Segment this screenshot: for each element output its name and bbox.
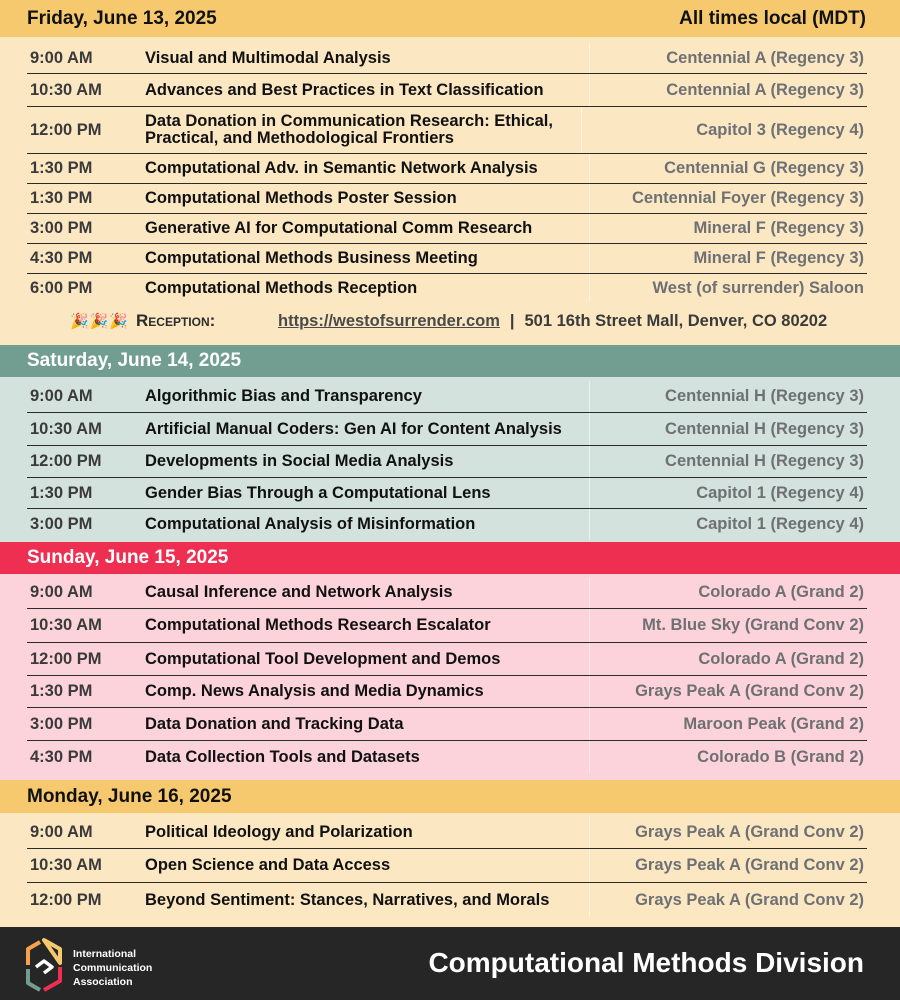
session-room: Colorado A (Grand 2) bbox=[698, 583, 864, 601]
reception-info bbox=[70, 311, 870, 331]
session-time: 3:00 PM bbox=[30, 219, 93, 237]
session-row bbox=[27, 154, 867, 184]
session-title: Advances and Best Practices in Text Classification bbox=[145, 80, 544, 99]
session-room: Mineral F (Regency 3) bbox=[693, 249, 864, 267]
session-title: Data Collection Tools and Datasets bbox=[145, 747, 420, 766]
session-room: Grays Peak A (Grand Conv 2) bbox=[635, 890, 864, 909]
session-room: Capitol 1 (Regency 4) bbox=[696, 515, 864, 533]
session-time: 10:30 AM bbox=[30, 856, 102, 874]
session-title: Beyond Sentiment: Stances, Narratives, and Morals bbox=[145, 890, 550, 909]
friday-header bbox=[0, 0, 900, 37]
session-room: Maroon Peak (Grand 2) bbox=[683, 714, 864, 733]
org-name bbox=[73, 947, 152, 989]
session-room: Grays Peak A (Grand Conv 2) bbox=[635, 682, 864, 700]
session-time: 4:30 PM bbox=[30, 249, 93, 267]
session-time: 10:30 AM bbox=[30, 616, 102, 634]
session-room: Capitol 3 (Regency 4) bbox=[696, 120, 864, 139]
session-time: 10:30 AM bbox=[30, 419, 102, 438]
session-title: Computational Methods Business Meeting bbox=[145, 249, 478, 267]
session-title: Algorithmic Bias and Transparency bbox=[145, 387, 422, 405]
session-time: 9:00 AM bbox=[30, 822, 93, 841]
session-title: Data Donation in Communication Research: Ethical, Practical, and Methodological Frontiers bbox=[145, 112, 553, 147]
division-title: Computational Methods Division bbox=[428, 947, 864, 978]
session-room: Centennial H (Regency 3) bbox=[665, 419, 864, 438]
session-title: Artificial Manual Coders: Gen AI for Content Analysis bbox=[145, 419, 562, 438]
session-row bbox=[27, 244, 867, 274]
session-time: 3:00 PM bbox=[30, 515, 93, 533]
session-time: 12:00 PM bbox=[30, 890, 102, 909]
session-title: Computational Analysis of Misinformation bbox=[145, 515, 476, 533]
saturday-header bbox=[0, 345, 900, 377]
footer bbox=[0, 927, 900, 1000]
session-room: Centennial H (Regency 3) bbox=[665, 452, 864, 470]
session-time: 6:00 PM bbox=[30, 278, 93, 297]
session-row bbox=[27, 849, 867, 883]
monday-heading: Monday, June 16, 2025 bbox=[27, 785, 232, 807]
session-row bbox=[27, 446, 867, 478]
party-popper-icon: 🎉🎉🎉 bbox=[70, 313, 130, 330]
session-row bbox=[27, 676, 867, 708]
session-room: Centennial G (Regency 3) bbox=[664, 159, 864, 177]
session-row bbox=[27, 107, 867, 154]
session-room: Centennial H (Regency 3) bbox=[665, 387, 864, 405]
session-row bbox=[27, 643, 867, 676]
session-title: Computational Methods Reception bbox=[145, 278, 418, 297]
session-time: 12:00 PM bbox=[30, 649, 102, 668]
reception-address: 501 16th Street Mall, Denver, CO 80202 bbox=[524, 311, 828, 330]
session-time: 12:00 PM bbox=[30, 120, 102, 139]
session-room: West (of surrender) Saloon bbox=[652, 278, 864, 297]
session-row bbox=[27, 883, 867, 917]
session-time: 9:00 AM bbox=[30, 387, 93, 405]
session-time: 10:30 AM bbox=[30, 80, 102, 99]
session-row bbox=[27, 708, 867, 741]
session-room: Colorado B (Grand 2) bbox=[697, 747, 864, 766]
session-room: Centennial A (Regency 3) bbox=[666, 80, 864, 99]
reception-separator: | bbox=[509, 311, 515, 330]
session-room: Grays Peak A (Grand Conv 2) bbox=[635, 856, 864, 874]
session-room: Grays Peak A (Grand Conv 2) bbox=[635, 822, 864, 841]
org-line: Association bbox=[73, 976, 133, 988]
timezone-note: All times local (MDT) bbox=[679, 7, 866, 29]
session-row bbox=[27, 74, 867, 107]
session-time: 1:30 PM bbox=[30, 483, 93, 502]
session-row bbox=[27, 274, 867, 302]
session-row bbox=[27, 741, 867, 773]
session-room: Centennial Foyer (Regency 3) bbox=[632, 189, 864, 207]
session-time: 1:30 PM bbox=[30, 159, 93, 177]
session-row bbox=[27, 577, 867, 609]
session-title: Data Donation and Tracking Data bbox=[145, 714, 404, 733]
saturday-heading: Saturday, June 14, 2025 bbox=[27, 350, 242, 371]
org-line: Communication bbox=[73, 962, 153, 974]
session-row bbox=[27, 609, 867, 643]
session-time: 3:00 PM bbox=[30, 714, 93, 733]
org-line: International bbox=[73, 948, 137, 960]
session-row bbox=[27, 413, 867, 446]
session-row bbox=[27, 816, 867, 849]
session-room: Centennial A (Regency 3) bbox=[666, 48, 864, 67]
session-time: 12:00 PM bbox=[30, 452, 102, 470]
session-title: Computational Tool Development and Demos bbox=[145, 649, 501, 668]
reception-link[interactable]: https://westofsurrender.com bbox=[278, 311, 500, 330]
session-time: 9:00 AM bbox=[30, 583, 93, 601]
friday-heading: Friday, June 13, 2025 bbox=[27, 7, 217, 29]
session-title: Computational Methods Poster Session bbox=[145, 189, 457, 207]
session-title: Computational Methods Research Escalator bbox=[145, 616, 491, 634]
session-title: Open Science and Data Access bbox=[145, 856, 391, 874]
session-time: 1:30 PM bbox=[30, 189, 93, 207]
session-title: Visual and Multimodal Analysis bbox=[145, 48, 391, 67]
session-title: Generative AI for Computational Comm Research bbox=[145, 219, 533, 237]
session-room: Mt. Blue Sky (Grand Conv 2) bbox=[642, 616, 864, 634]
session-time: 9:00 AM bbox=[30, 48, 93, 67]
session-title: Comp. News Analysis and Media Dynamics bbox=[145, 682, 484, 700]
session-row bbox=[27, 381, 867, 413]
session-room: Mineral F (Regency 3) bbox=[693, 219, 864, 237]
session-title: Political Ideology and Polarization bbox=[145, 822, 413, 841]
session-title: Causal Inference and Network Analysis bbox=[145, 583, 453, 601]
reception-label: Reception: bbox=[136, 311, 216, 330]
session-room: Capitol 1 (Regency 4) bbox=[696, 483, 864, 502]
ica-logo-icon bbox=[24, 937, 64, 993]
monday-header bbox=[0, 780, 900, 813]
session-room: Colorado A (Grand 2) bbox=[698, 649, 864, 668]
sunday-header bbox=[0, 542, 900, 574]
session-title: Gender Bias Through a Computational Lens bbox=[145, 483, 491, 502]
session-row bbox=[27, 43, 867, 74]
sunday-heading: Sunday, June 15, 2025 bbox=[27, 547, 229, 568]
session-title: Developments in Social Media Analysis bbox=[145, 452, 454, 470]
session-row bbox=[27, 184, 867, 214]
session-row bbox=[27, 509, 867, 540]
session-row bbox=[27, 478, 867, 509]
session-row bbox=[27, 214, 867, 244]
session-time: 1:30 PM bbox=[30, 682, 93, 700]
session-title: Computational Adv. in Semantic Network Analysis bbox=[145, 159, 538, 177]
session-time: 4:30 PM bbox=[30, 747, 93, 766]
